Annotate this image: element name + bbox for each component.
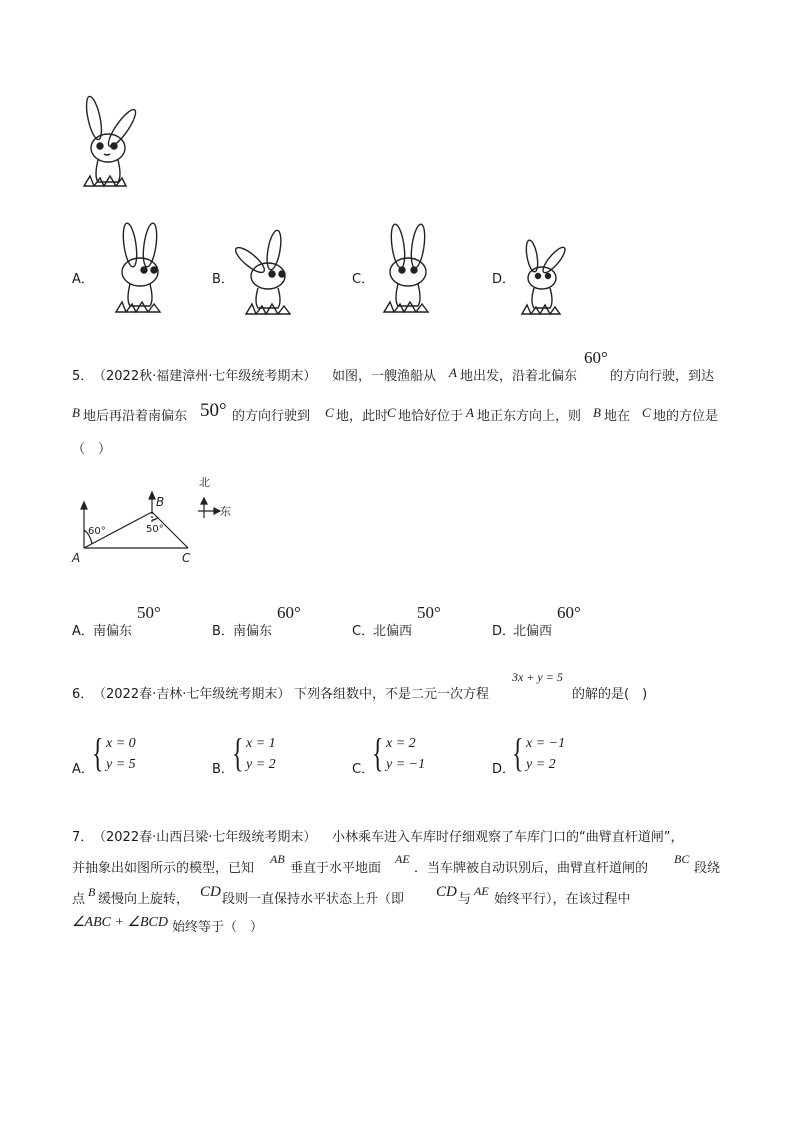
q7-source: （2022春·山西吕梁·七年级统考期末）: [93, 830, 317, 845]
q5-text: 地正东方向上，则: [477, 409, 582, 424]
q5-point-c: C: [325, 405, 334, 420]
q7-bc: BC: [674, 852, 690, 866]
q7-text: 并抽象出如图所示的模型，已知: [72, 861, 255, 876]
q5-option-c-label[interactable]: C．: [352, 624, 375, 639]
q7-text: 缓慢向上旋转，: [98, 892, 190, 907]
q7-cd: CD: [200, 884, 221, 900]
option-b-rabbit-figure: [232, 228, 302, 318]
q5-text: 地，此时: [336, 409, 389, 424]
q5-option-c-text[interactable]: 北偏西: [373, 624, 413, 639]
point-a-label: A: [72, 551, 81, 565]
q5-point-a: A: [449, 365, 457, 380]
q5-text: 地恰好位于: [398, 409, 464, 424]
point-b-label: B: [156, 495, 165, 509]
option-b-label: B．: [212, 272, 234, 287]
q5-point-c: C: [387, 405, 396, 420]
q6-option-b-brace: {: [232, 730, 244, 775]
q5-text: 地后再沿着南偏东: [83, 409, 188, 424]
q6-option-a-y: y = 5: [106, 757, 136, 772]
q5-angle-60: 60°: [584, 348, 608, 367]
q5-point-b: B: [593, 405, 601, 420]
angle-a-label: 60°: [88, 526, 106, 537]
q7-cd: CD: [436, 884, 457, 900]
q6-option-b-label[interactable]: B．: [212, 762, 234, 777]
q6-source: （2022春·吉林·七年级统考期末）: [93, 687, 291, 702]
q5-option-a-text[interactable]: 南偏东: [93, 624, 133, 639]
option-a-rabbit-figure: [100, 220, 170, 315]
option-d-label: D．: [492, 272, 516, 287]
q5-answer-paren: （ ）: [72, 442, 112, 457]
q6-option-c-brace: {: [372, 730, 384, 775]
q5-option-c-angle: 50°: [417, 603, 441, 622]
q6-option-b-x: x = 1: [246, 736, 276, 751]
q6-option-c-y: y = −1: [386, 757, 426, 772]
q5-point-a: A: [466, 405, 474, 420]
q7-text: 段绕: [694, 861, 721, 876]
q5-point-b: B: [72, 405, 80, 420]
q7-ab: AB: [270, 852, 285, 866]
q5-text: 地出发，沿着北偏东: [460, 369, 578, 384]
q5-option-d-text[interactable]: 北偏西: [513, 624, 553, 639]
q6-option-c-x: x = 2: [386, 736, 416, 751]
q5-number: 5．: [72, 369, 94, 384]
q6-text: 下列各组数中，不是二元一次方程: [294, 687, 490, 702]
q6-option-d-y: y = 2: [526, 757, 556, 772]
q6-option-a-x: x = 0: [106, 736, 136, 751]
q6-option-d-brace: {: [512, 730, 524, 775]
q5-option-d-angle: 60°: [557, 603, 581, 622]
option-a-label: A．: [72, 272, 94, 287]
q7-angle-expression: ∠ABC + ∠BCD: [72, 915, 168, 930]
q6-option-b-y: y = 2: [246, 757, 276, 772]
q6-option-a-label[interactable]: A．: [72, 762, 94, 777]
q5-option-b-label[interactable]: B．: [212, 624, 234, 639]
q6-text: 的解的是( ): [572, 687, 648, 702]
q5-direction-figure: [68, 472, 248, 572]
q7-ae: AE: [395, 852, 410, 866]
q7-number: 7．: [72, 830, 94, 845]
q7-text: 段则一直保持水平状态上升（即: [222, 892, 405, 907]
q5-text: 的方向行驶，到达: [610, 369, 715, 384]
q7-text: 与: [458, 892, 472, 907]
q6-number: 6．: [72, 687, 94, 702]
q6-option-d-label[interactable]: D．: [492, 762, 516, 777]
q7-text: ．当车牌被自动识别后，曲臂直杆道闸的: [414, 861, 649, 876]
east-label: 东: [220, 505, 231, 518]
q5-source: （2022秋·福建漳州·七年级统考期末）: [93, 369, 317, 384]
q5-text: 地在: [604, 409, 631, 424]
q7-text: 点: [72, 892, 86, 907]
q5-option-a-label[interactable]: A．: [72, 624, 94, 639]
q6-equation: 3x + y = 5: [512, 670, 563, 684]
q7-text: 始终平行），在该过程中: [494, 892, 631, 907]
q5-point-c: C: [642, 405, 651, 420]
q5-option-d-label[interactable]: D．: [492, 624, 516, 639]
q7-ae: AE: [474, 884, 489, 898]
q7-text: 垂直于水平地面: [290, 861, 382, 876]
q7-point-b: B: [88, 885, 96, 899]
option-c-rabbit-figure: [372, 220, 442, 315]
option-c-label: C．: [352, 272, 375, 287]
option-d-rabbit-figure: [514, 236, 576, 318]
q7-text: 始终等于（ ）: [172, 920, 264, 935]
q5-text: 的方向行驶到: [232, 409, 311, 424]
q6-option-c-label[interactable]: C．: [352, 762, 375, 777]
q5-angle-50: 50°: [200, 400, 227, 421]
q6-option-a-brace: {: [92, 730, 104, 775]
angle-b-label: 50°: [146, 524, 164, 535]
question-rabbit-figure: [70, 90, 140, 190]
north-label: 北: [199, 476, 210, 489]
q5-text: 地的方位是: [653, 409, 719, 424]
q5-option-b-text[interactable]: 南偏东: [233, 624, 273, 639]
q5-option-b-angle: 60°: [277, 603, 301, 622]
q7-text-line1: 小林乘车进入车库时仔细观察了车库门口的“曲臂直杆道闸”，: [332, 830, 684, 845]
q5-option-a-angle: 50°: [137, 603, 161, 622]
point-c-label: C: [182, 551, 191, 565]
q5-text: 如图，一艘渔船从: [332, 369, 437, 384]
q6-option-d-x: x = −1: [526, 736, 566, 751]
